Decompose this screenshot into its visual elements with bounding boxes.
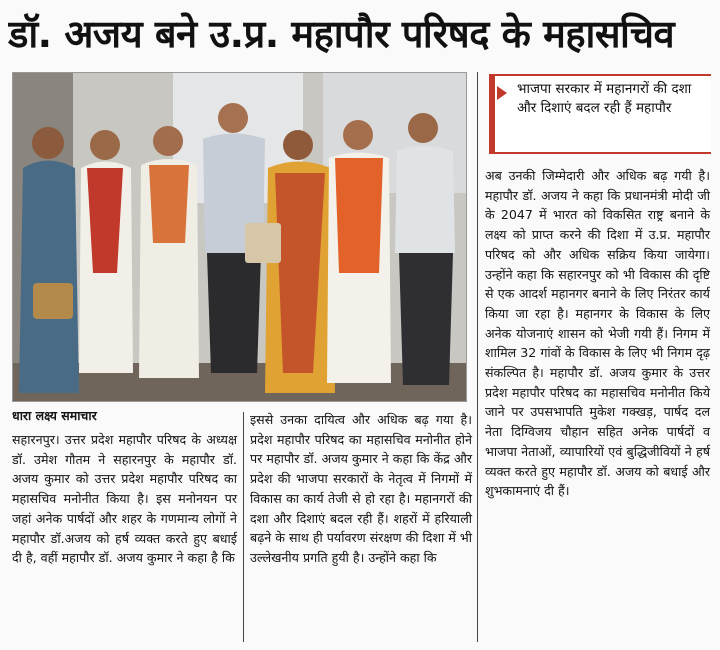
pull-quote-bar bbox=[489, 74, 495, 154]
article-column-2 bbox=[250, 410, 472, 568]
article-paragraph: सहारनपुर। उत्तर प्रदेश महापौर परिषद के अध्यक्ष डॉ. उमेश गौतम ने सहारनपुर के महापौर डॉ. अजय कुमार को उत्तर प्रदेश महापौर परिषद का महासचिव मनोनीत किया है। इस मनोनयन पर जहां अनेक पार्षदों और शहर के गणमान्य लोगों ने महापौर डॉ.अजय को हर्ष व्यक्त करते हुए बधाई दी है, वहीं महापौर डॉ. अजय कुमार ने कहा है कि bbox=[12, 432, 237, 566]
column-divider bbox=[477, 72, 478, 642]
article-paragraph: अब उनकी जिम्मेदारी और अधिक बढ़ गयी है। महापौर डॉ. अजय ने कहा कि प्रधानमंत्री मोदी जी के 2047 में भारत को विकसित राष्ट्र बनाने के लक्ष्य को प्राप्त करने की दिशा में उ.प्र. महापौर परिषद को और अधिक सक्रिय किया जायेगा। उन्होंने कहा कि सहारनपुर को भी विकास की दृष्टि से एक आदर्श महानगर बनाने के लिए निरंतर कार्य किया जा रहा है। महानगर के विकास के लिए अनेक योजनाएं शासन को भेजी गयी हैं। निगम में शामिल 32 गांवों के विकास के लिए भी निगम दृढ़ संकल्पित है। महापौर डॉ. अजय कुमार के उत्तर प्रदेश महापौर परिषद का महासचिव मनोनीत किये जाने पर उपसभापति मुकेश गक्खड़, पार्षद दल नेता दिग्विजय चौहान सहित अनेक पार्षदों व भाजपा नेताओं, व्यापारियों एवं बुद्धिजीवियों ने हर्ष व्यक्त करते हुए महापौर डॉ. अजय को बधाई और शुभकामनाएं दी हैं। bbox=[485, 168, 710, 499]
pull-quote-text: भाजपा सरकार में महानगरों की दशा और दिशाएं बदल रही हैं महापौर bbox=[517, 81, 692, 116]
article-paragraph: इससे उनका दायित्व और अधिक बढ़ गया है। प्रदेश महापौर परिषद का महासचिव मनोनीत होने पर महापौर डॉ. अजय कुमार ने कहा कि केंद्र और प्रदेश की भाजपा सरकारों के नेतृत्व में निगमों में विकास का कार्य तेजी से हो रहा है। महानगरों की दशा और दिशाएं बदल रही हैं। शहरों में हरियाली बढ़ने के साथ ही पर्यावरण संरक्षण की दिशा में भी उल्लेखनीय प्रगति हुयी है। उन्होंने कहा कि bbox=[250, 412, 472, 565]
headline: डॉ. अजय बने उ.प्र. महापौर परिषद के महासचिव bbox=[8, 12, 675, 56]
group-photo bbox=[12, 72, 467, 402]
news-credit: धारा लक्ष्य समाचार bbox=[12, 408, 97, 423]
article-column-1 bbox=[12, 430, 237, 568]
pull-quote bbox=[489, 74, 711, 154]
column-divider bbox=[243, 412, 244, 642]
triangle-bullet-icon bbox=[497, 86, 507, 100]
article-column-3 bbox=[485, 166, 710, 501]
